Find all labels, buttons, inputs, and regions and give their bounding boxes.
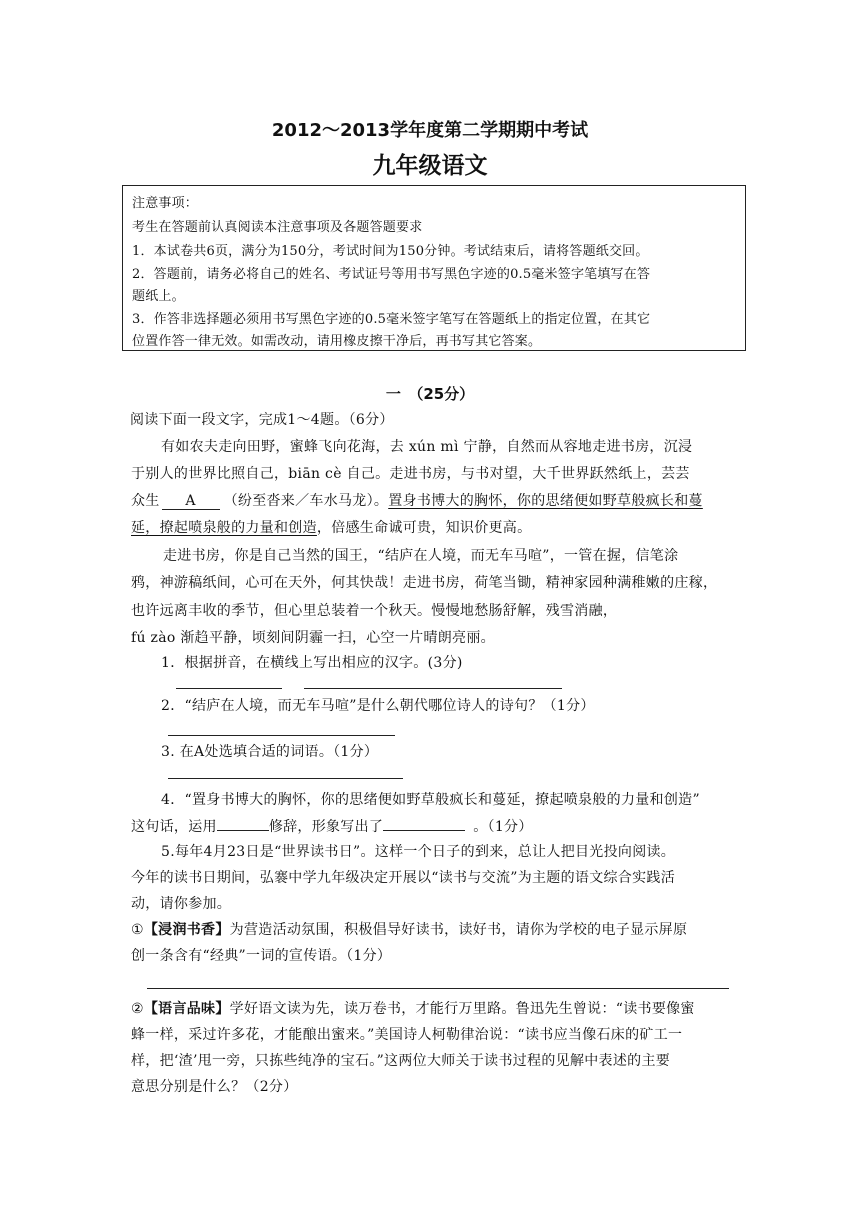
passage-line: 也许远离丰收的季节，但心里总装着一个秋天。慢慢地愁肠舒解，残雪消融，: [131, 603, 618, 619]
exam-title: 2012～2013学年度第二学期期中考试: [271, 120, 589, 141]
blank-image: [383, 815, 465, 831]
notice-line: 3．作答非选择题必须用书写黑色字迹的0.5毫米签字笔写在答题纸上的指定位置，在其它: [132, 312, 651, 327]
notice-line: 2．答题前，请务必将自己的姓名、考试证号等用书写黑色字迹的0.5毫米签字笔填写在答: [132, 267, 651, 282]
question-5-line: 动，请你参加。: [131, 896, 232, 912]
notice-box: [122, 185, 746, 351]
notice-line: 位置作答一律无效。如需改动，请用橡皮擦干净后，再书写其它答案。: [132, 334, 542, 349]
passage-line: [131, 490, 703, 510]
answer-line: [168, 778, 403, 779]
reading-instruction: 阅读下面一段文字，完成1～4题。（6分）: [130, 412, 394, 428]
subquestion-2-line: 意思分别是什么？（2分）: [131, 1079, 298, 1095]
subquestion-1-line: 创一条含有“经典”一词的宣传语。（1分）: [131, 948, 392, 964]
notice-line: 题纸上。: [132, 289, 185, 304]
answer-line: [176, 688, 282, 689]
question-3: 3. 在A处选填合适的词语。（1分）: [161, 744, 379, 760]
question-5-line: 今年的读书日期间，弘褰中学九年级决定开展以“读书与交流”为主题的语文综合实践活: [131, 870, 676, 886]
question-1: 1．根据拼音，在横线上写出相应的汉字。(3分): [161, 655, 463, 671]
subquestion-tag: 【语言品味】: [143, 1001, 230, 1017]
passage-text: ，倍感生命诚可贵，知识价更高。: [316, 520, 532, 536]
subquestion-number: ②: [131, 1001, 144, 1017]
passage-line: [131, 517, 531, 537]
passage-text: 众生: [131, 493, 160, 509]
underlined-sentence: 延，撩起喷泉般的力量和创造: [131, 520, 317, 536]
notice-line: 考生在答题前认真阅读本注意事项及各题答题要求: [132, 220, 423, 235]
passage-line: 走进书房，你是自己当然的国王，“结庐在人境，而无车马喧”，一管在握，信笔涂: [163, 548, 679, 564]
passage-line: 有如农夫走向田野，蜜蜂飞向花海，去 xún mì 宁静，自然而从容地走进书房，沉浸: [161, 439, 693, 455]
blank-rhetoric: [217, 815, 269, 831]
underlined-sentence: 置身书博大的胸怀，你的思绪便如野草般疯长和蔓: [388, 493, 703, 509]
question-4: 4．“置身书博大的胸怀，你的思绪便如野草般疯长和蔓延，撩起喷泉般的力量和创造”: [161, 792, 700, 808]
passage-line: 于别人的世界比照自己，biān cè 自己。走进书房，与书对望，大千世界跃然纸上，芸芸: [131, 466, 690, 482]
answer-line: [304, 688, 562, 689]
question-text: 这句话，运用: [131, 819, 217, 835]
answer-line: [147, 988, 729, 989]
question-text: 学好语文读为先，读万卷书，才能行万里路。鲁迅先生曾说：“读书要像蜜: [229, 1001, 695, 1017]
answer-line: [168, 735, 395, 736]
question-text: 为营造活动氛围，积极倡导好读书，读好书，请你为学校的电子显示屏原: [229, 922, 688, 938]
passage-line: fú zào 渐趋平静，顷刻间阴霾一扫，心空一片晴朗亮丽。: [131, 630, 495, 646]
subquestion-2-line: 样，把‘渣’甩一旁，只拣些纯净的宝石。”这两位大师关于读书过程的见解中表述的主要: [131, 1053, 671, 1069]
passage-line: 鸦，神游稿纸间，心可在天外，何其快哉！走进书房，荷笔当锄，精神家园种满稚嫩的庄稼，: [131, 575, 718, 591]
exam-subtitle: 九年级语文: [372, 153, 488, 179]
notice-line: 注意事项：: [132, 196, 199, 211]
question-2: 2．“结庐在人境，而无车马喧”是什么朝代哪位诗人的诗句？（1分）: [161, 698, 595, 714]
blank-a: A: [162, 494, 220, 510]
section-heading: 一 （25分）: [385, 385, 475, 403]
question-text: 修辞，形象写出了: [268, 819, 384, 835]
question-4-line: [131, 815, 533, 836]
word-options: （纷至沓来／车水马龙）。: [223, 493, 389, 509]
subquestion-number: ①: [131, 922, 144, 938]
subquestion-2: [131, 998, 695, 1018]
notice-line: 1．本试卷共6页，满分为150分，考试时间为150分钟。考试结束后，请将答题纸交回。: [132, 244, 649, 259]
subquestion-2-line: 蜂一样，采过许多花，才能酿出蜜来。”美国诗人柯勒律治说：“读书应当像石床的矿工一: [131, 1027, 683, 1043]
question-text: 。（1分）: [473, 819, 533, 835]
subquestion-tag: 【浸润书香】: [143, 922, 230, 938]
subquestion-1: [131, 919, 687, 939]
question-5: 5.每年4月23日是“世界读书日”。这样一个日子的到来，总让人把目光投向阅读。: [161, 844, 676, 860]
